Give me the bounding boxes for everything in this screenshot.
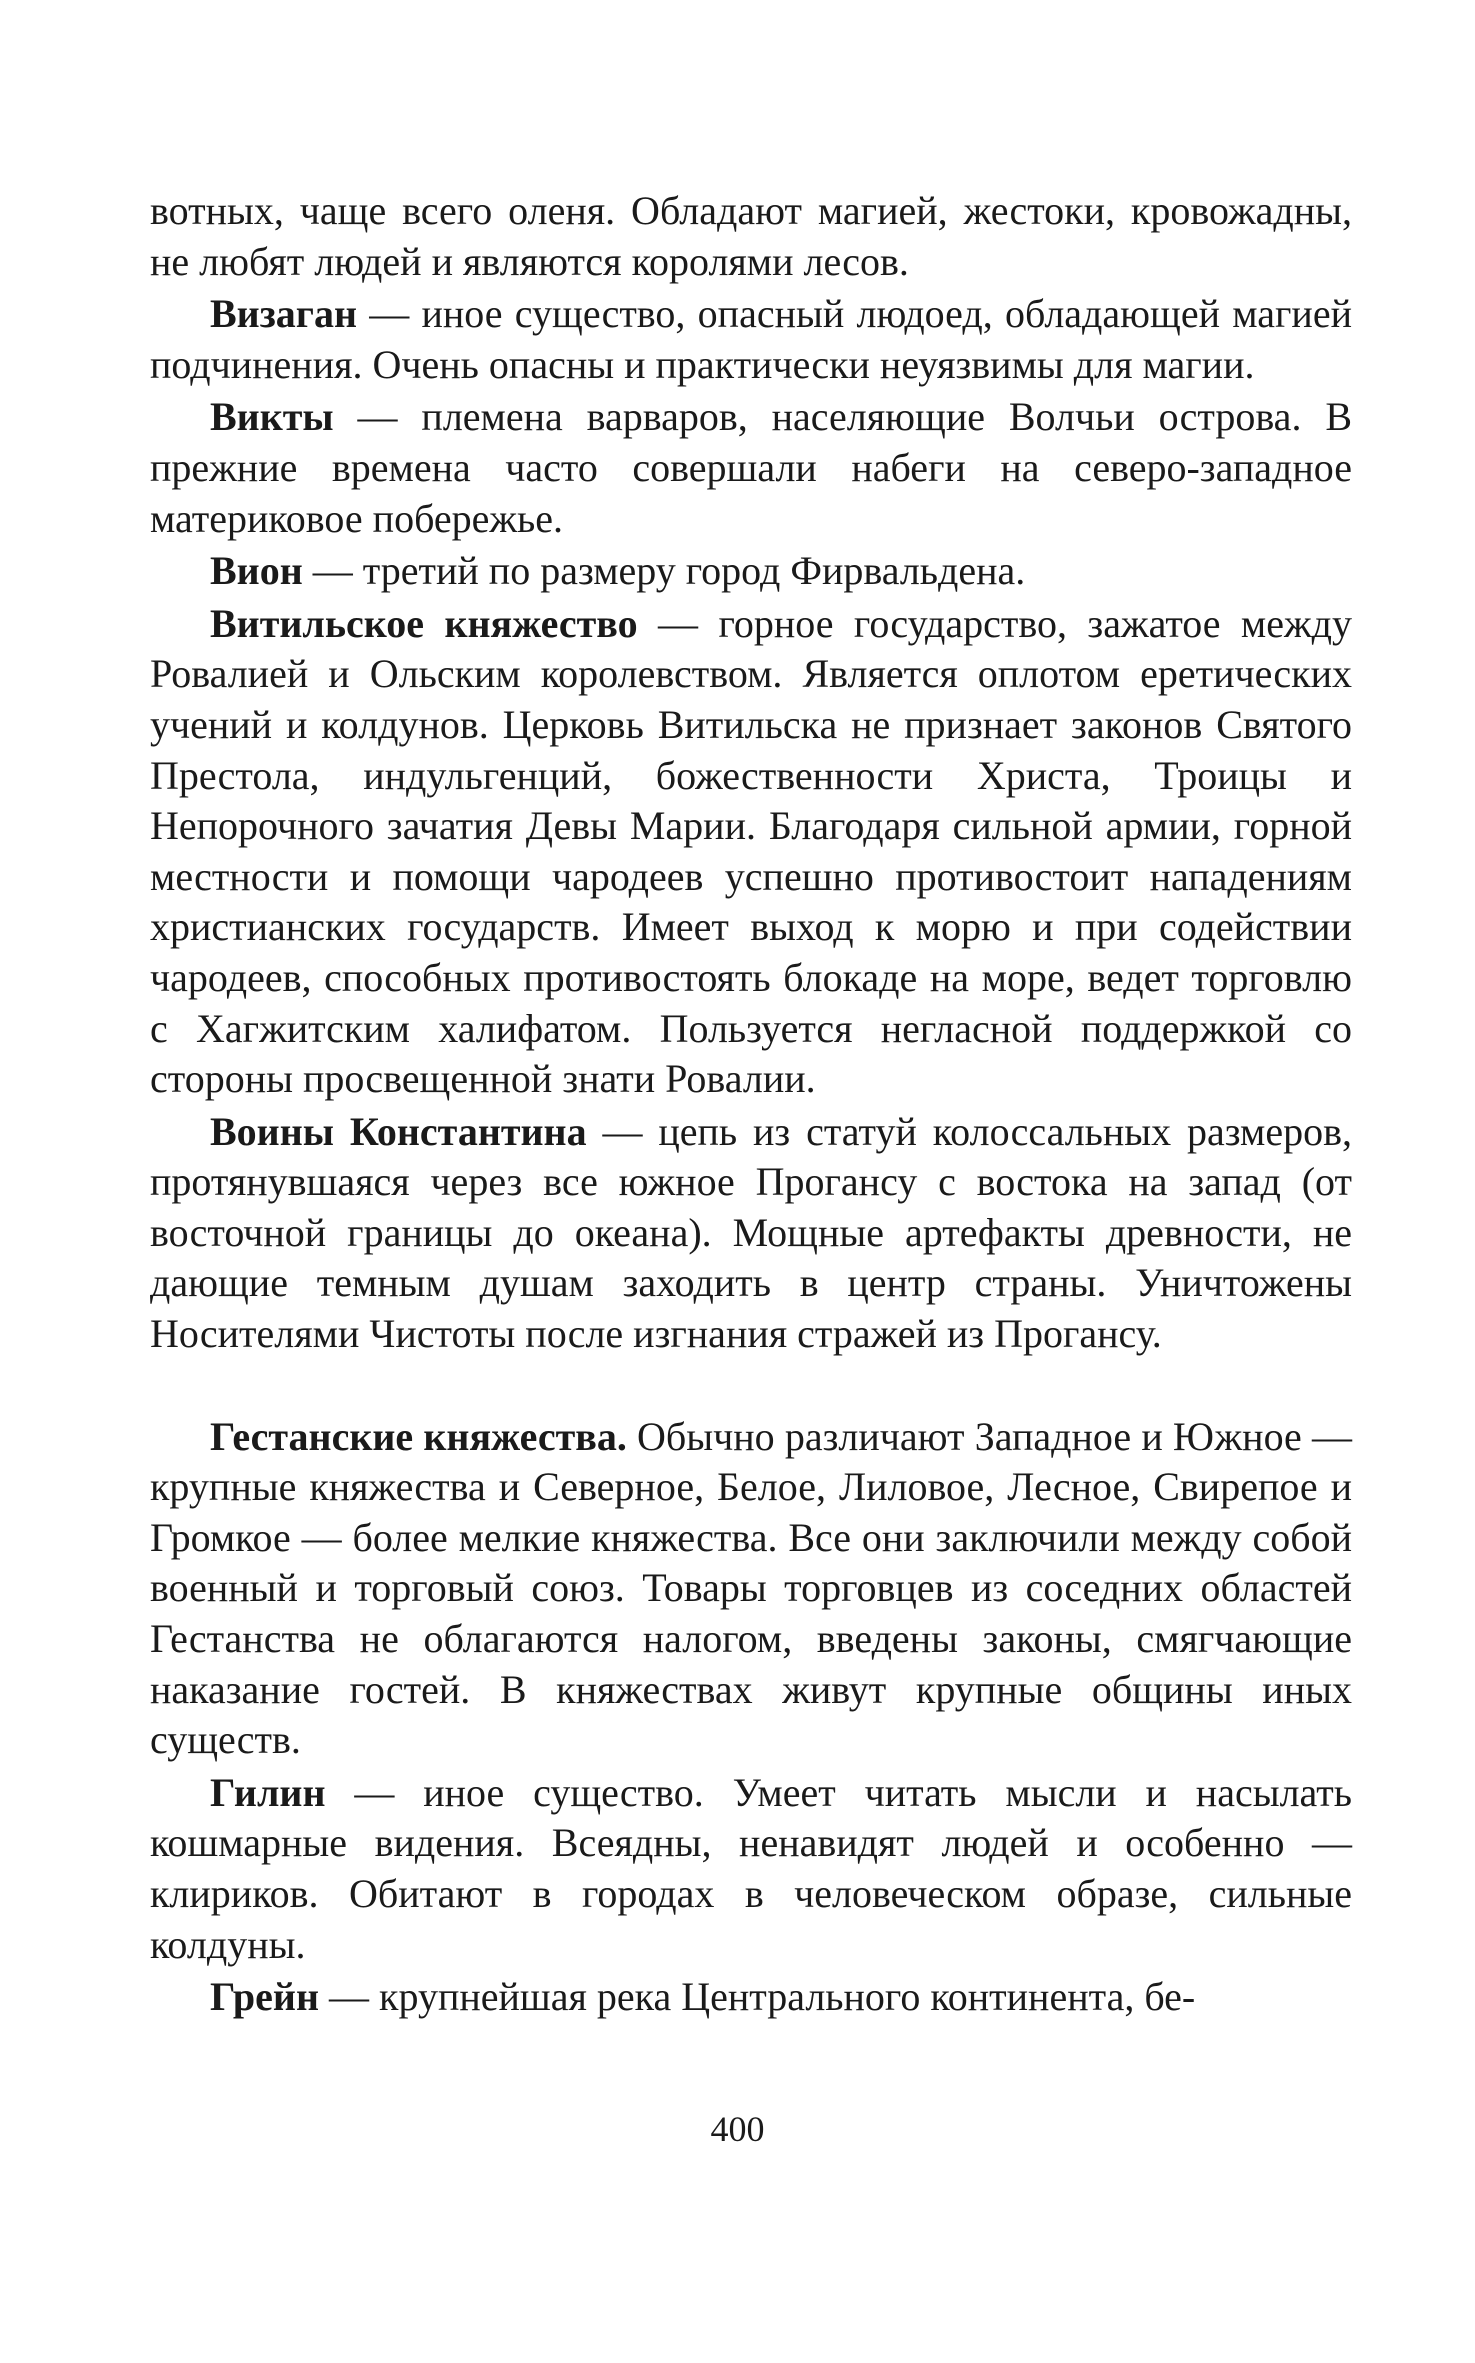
entry-text: вотных, чаще всего оленя. Обладают магией, жестоки, кровожадны, не любят людей и являются королями лесов. <box>150 188 1352 284</box>
entry-vitilskoe <box>150 599 1352 1105</box>
entry-voiny-konstantina <box>150 1107 1352 1360</box>
entry-text: — горное государство, зажатое между Ровалией и Ольским королевством. Является оплотом еретических учений и колдунов. Церковь Витильска не признает законов Святого Престола, индульгенций, божественности Христа, Троицы и Непорочного зачатия Девы Марии. Благодаря сильной армии, горной местности и помощи чародеев успешно противостоит нападениям христианских государств. Имеет выход к морю и при содействии чародеев, способных противостоять блокаде на море, ведет торговлю с Хагжитским халифатом. Пользуется негласной поддержкой со стороны просвещенной знати Ровалии. <box>150 600 1352 1102</box>
page-body <box>150 186 1352 2025</box>
entry-vikty <box>150 392 1352 544</box>
entry-vizagan <box>150 289 1352 390</box>
entry-term: Грейн <box>210 1974 320 2020</box>
page-number: 400 <box>710 2109 765 2149</box>
entry-term: Визаган <box>210 291 358 337</box>
entry-term: Викты <box>210 394 334 440</box>
entry-text: — крупнейшая река Центрального континента, бе- <box>319 1974 1196 2020</box>
entry-gestanskie <box>150 1412 1352 1766</box>
entry-text: — иное существо, опасный людоед, обладающей магией подчинения. Очень опасны и практически неуязвимы для магии. <box>150 291 1352 387</box>
entry-term: Вион <box>210 548 303 594</box>
entry-term: Гестанские княжества. <box>210 1413 627 1459</box>
entry-term: Гилин <box>210 1769 326 1815</box>
entry-vion <box>150 546 1352 597</box>
entry-text: — иное существо. Умеет читать мысли и насылать кошмарные видения. Всеядны, ненавидят людей и особенно — клириков. Обитают в городах в человеческом образе, сильные колдуны. <box>150 1769 1352 1967</box>
entry-gilin <box>150 1768 1352 1970</box>
entry-text: — третий по размеру город Фирвальдена. <box>302 548 1026 594</box>
entry-text: — цепь из статуй колоссальных размеров, протянувшаяся через все южное Прогансу с востока на запад (от восточной границы до океана). Мощные артефакты древности, не дающие темным душам заходить в центр страны. Уничтожены Носителями Чистоты после изгнания стражей из Прогансу. <box>150 1108 1352 1357</box>
entry-text: — племена варваров, населяющие Волчьи острова. В прежние времена часто совершали набеги на северо-западное материковое побережье. <box>150 394 1352 541</box>
entry-term: Воины Константина <box>210 1108 587 1154</box>
entry-term: Витильское княжество <box>210 600 638 646</box>
entry-continuation <box>150 186 1352 287</box>
entry-grein <box>150 1972 1352 2023</box>
entry-text: Обычно различают Западное и Южное — крупные княжества и Северное, Белое, Лиловое, Лесное, Свирепое и Громкое — более мелкие княжества. Все они заключили между собой военный и торговый союз. Товары торговцев из соседних областей Гестанства не облагаются налогом, введены законы, смягчающие наказание гостей. В княжествах живут крупные общины иных существ. <box>150 1413 1353 1763</box>
